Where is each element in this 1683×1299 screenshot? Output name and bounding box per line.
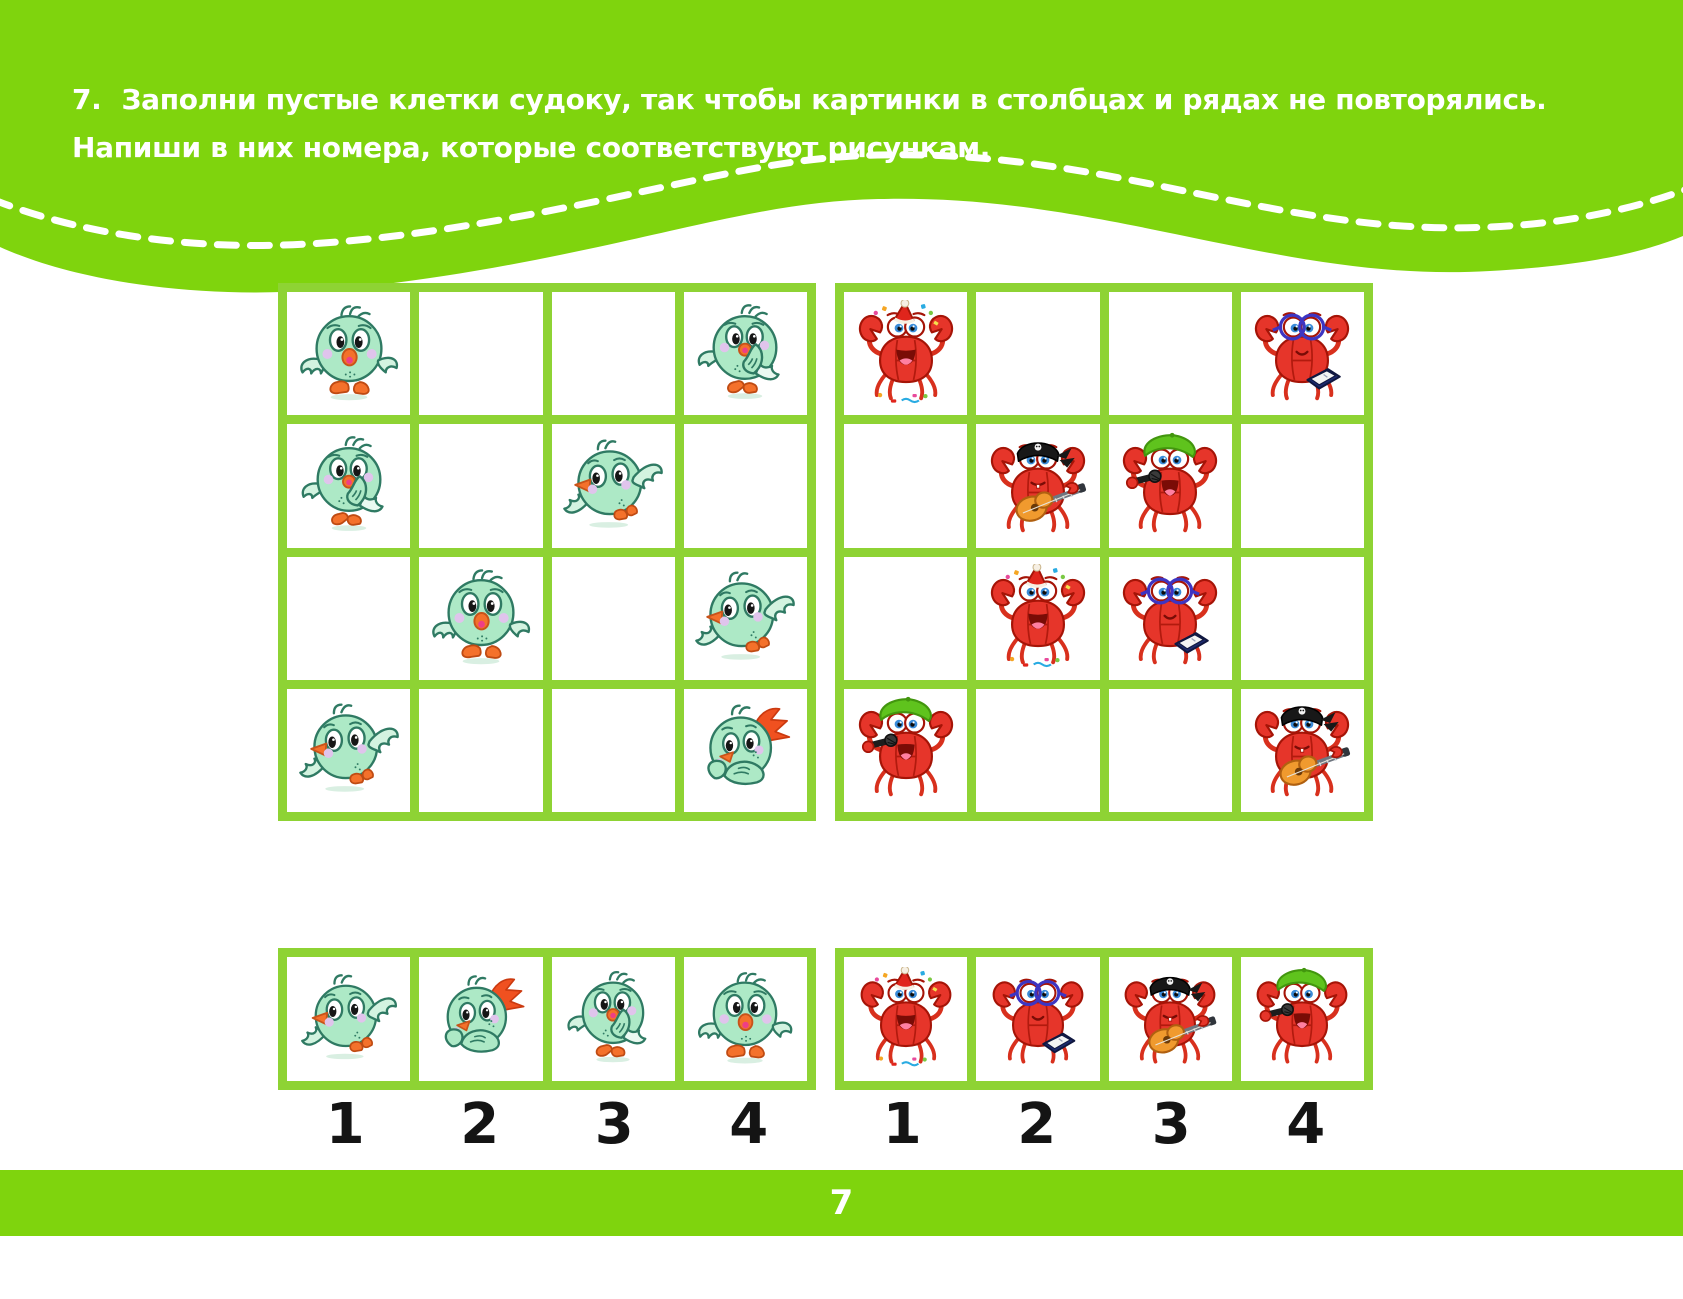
sudoku-cell-empty[interactable] [844, 424, 967, 547]
sudoku-cell-empty[interactable] [552, 292, 675, 415]
bird-flying-icon [559, 432, 667, 540]
crab-guitar-icon [984, 432, 1092, 540]
legend-number: 2 [460, 1092, 500, 1157]
sudoku-cell-bird-flying [684, 557, 807, 680]
sudoku-cell-empty[interactable] [684, 424, 807, 547]
sudoku-cell-empty[interactable] [1109, 689, 1232, 812]
sudoku-cell-crab-singer [844, 689, 967, 812]
legend-cell-bird-giggling [552, 957, 675, 1081]
bird-singing-icon [427, 564, 535, 672]
crab-party-icon [854, 967, 958, 1071]
legend-cell-bird-resting [419, 957, 542, 1081]
legend-numbers-crabs [835, 1092, 1373, 1157]
bird-singing-icon [693, 967, 797, 1071]
sudoku-cell-empty[interactable] [552, 557, 675, 680]
sudoku-cell-empty[interactable] [419, 689, 542, 812]
sudoku-cell-empty[interactable] [1241, 424, 1364, 547]
crab-singer-icon [1250, 967, 1354, 1071]
legend-number: 2 [1017, 1092, 1057, 1157]
sudoku-cell-bird-resting [684, 689, 807, 812]
instruction-line-1 [72, 76, 1632, 124]
legend-number: 3 [1151, 1092, 1191, 1157]
sudoku-grid-crabs [835, 283, 1373, 821]
legend-cell-crab-guitar [1109, 957, 1232, 1081]
legend-cell-bird-singing [684, 957, 807, 1081]
instruction-line-2: Напиши в них номера, которые соответствуют рисункам. [72, 131, 991, 164]
sudoku-cell-crab-guitar [1241, 689, 1364, 812]
legend-cell-crab-party [844, 957, 967, 1081]
bird-resting-icon [429, 967, 533, 1071]
sudoku-cell-empty[interactable] [1241, 557, 1364, 680]
sudoku-cell-bird-singing [419, 557, 542, 680]
crab-reading-icon [1116, 564, 1224, 672]
legend-number: 4 [729, 1092, 769, 1157]
bird-giggling-icon [691, 300, 799, 408]
bird-flying-icon [295, 696, 403, 804]
sudoku-cell-empty[interactable] [419, 292, 542, 415]
legend-number: 4 [1286, 1092, 1326, 1157]
legend-number: 1 [882, 1092, 922, 1157]
task-instruction [72, 76, 1632, 172]
crab-guitar-icon [1118, 967, 1222, 1071]
bird-resting-icon [691, 696, 799, 804]
footer-bar [0, 1170, 1683, 1236]
sudoku-cell-bird-giggling [684, 292, 807, 415]
legend-numbers-birds [278, 1092, 816, 1157]
bird-flying-icon [297, 967, 401, 1071]
sudoku-cell-bird-giggling [287, 424, 410, 547]
crab-singer-icon [1116, 432, 1224, 540]
sudoku-cell-empty[interactable] [976, 689, 1099, 812]
task-number: 7. [72, 83, 102, 116]
sudoku-cell-empty[interactable] [287, 557, 410, 680]
sudoku-cell-crab-party [976, 557, 1099, 680]
legend-number: 1 [325, 1092, 365, 1157]
bird-giggling-icon [561, 967, 665, 1071]
crab-reading-icon [1248, 300, 1356, 408]
sudoku-cell-crab-reading [1109, 557, 1232, 680]
page-number: 7 [829, 1183, 854, 1223]
legend-strip-birds [278, 948, 816, 1090]
sudoku-cell-empty[interactable] [844, 557, 967, 680]
bird-flying-icon [691, 564, 799, 672]
crab-singer-icon [852, 696, 960, 804]
instruction-text-1: Заполни пустые клетки судоку, так чтобы картинки в столбцах и рядах не повторялись. [121, 83, 1547, 116]
sudoku-cell-bird-flying [287, 689, 410, 812]
sudoku-cell-bird-flying [552, 424, 675, 547]
legend-cell-crab-singer [1241, 957, 1364, 1081]
sudoku-cell-crab-singer [1109, 424, 1232, 547]
legend-number: 3 [594, 1092, 634, 1157]
sudoku-cell-empty[interactable] [419, 424, 542, 547]
sudoku-cell-empty[interactable] [552, 689, 675, 812]
sudoku-cell-empty[interactable] [976, 292, 1099, 415]
legend-cell-crab-reading [976, 957, 1099, 1081]
bird-giggling-icon [295, 432, 403, 540]
sudoku-cell-crab-reading [1241, 292, 1364, 415]
legend-strip-crabs [835, 948, 1373, 1090]
sudoku-grid-birds [278, 283, 816, 821]
crab-party-icon [852, 300, 960, 408]
crab-reading-icon [986, 967, 1090, 1071]
sudoku-cell-crab-party [844, 292, 967, 415]
sudoku-cell-bird-singing [287, 292, 410, 415]
legend-cell-bird-flying [287, 957, 410, 1081]
crab-party-icon [984, 564, 1092, 672]
sudoku-cell-empty[interactable] [1109, 292, 1232, 415]
sudoku-cell-crab-guitar [976, 424, 1099, 547]
bird-singing-icon [295, 300, 403, 408]
crab-guitar-icon [1248, 696, 1356, 804]
